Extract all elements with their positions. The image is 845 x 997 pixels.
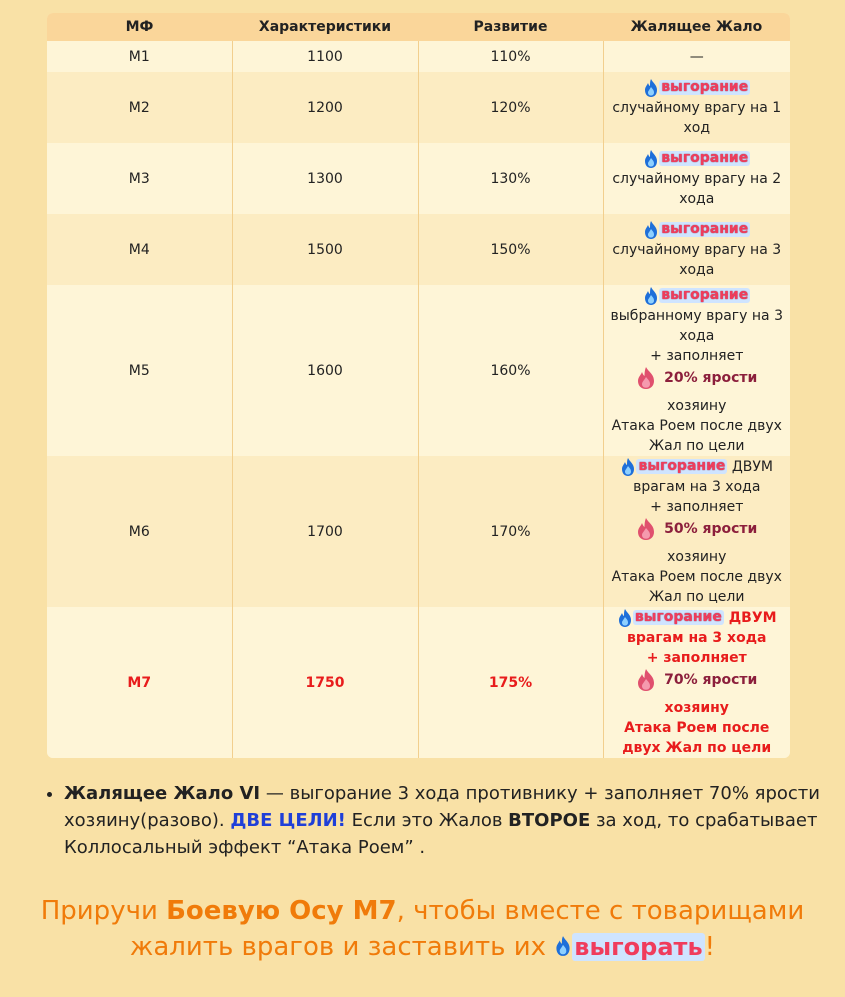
fill-text: + заполняет [646, 649, 747, 666]
combo-text: Атака Роем после двух Жал по цели [611, 417, 782, 454]
burn-effect [617, 608, 724, 628]
burn-label: выгорание [634, 609, 722, 625]
blue-flame-icon [643, 220, 659, 240]
combo-text: Атака Роем после двух Жал по цели [622, 719, 772, 756]
table-row [47, 285, 790, 456]
closing-burn-word: выгорать [574, 933, 703, 961]
blue-flame-icon [643, 286, 659, 306]
ability-target: случайному врагу на 1 ход [612, 99, 782, 136]
cell-mf: М3 [47, 143, 232, 214]
cell-ability [603, 607, 790, 758]
owner-text: хозяину [664, 699, 729, 716]
two-targets-highlight: ДВЕ ЦЕЛИ! [230, 810, 346, 831]
cell-development: 170% [418, 456, 603, 607]
second-highlight: ВТОРОЕ [508, 810, 591, 831]
cell-stats: 1500 [232, 214, 418, 285]
table-row [47, 72, 790, 143]
list-item [64, 780, 826, 861]
cell-development: 175% [418, 607, 603, 758]
cell-development: 130% [418, 143, 603, 214]
cell-stats: 1750 [232, 607, 418, 758]
ability-inline: ДВУМ [731, 458, 773, 475]
fill-text: + заполняет [650, 347, 744, 364]
ability-name: Жалящее Жало VI [64, 783, 261, 804]
cell-mf: М7 [47, 607, 232, 758]
mf-table-wrapper [47, 13, 790, 758]
cell-stats: 1600 [232, 285, 418, 456]
cell-stats: 1700 [232, 456, 418, 607]
owner-text: хозяину [667, 397, 727, 414]
cell-ability [603, 72, 790, 143]
ability-text-3: за ход, то срабатывает Коллосальный эффект “Атака Роем” . [64, 810, 818, 858]
table-row [47, 41, 790, 72]
cell-ability [603, 456, 790, 607]
cell-stats: 1100 [232, 41, 418, 72]
owner-text: хозяину [667, 548, 727, 565]
ability-description [46, 780, 826, 861]
rage-effect [636, 366, 757, 390]
ability-target: выбранному врагу на 3 хода [610, 307, 783, 344]
burn-label: выгорание [661, 150, 749, 166]
cell-development: 110% [418, 41, 603, 72]
ability-text-1: — выгорание 3 хода противнику + заполняет 70% ярости хозяину(разово). [64, 783, 820, 831]
cell-mf: М4 [47, 214, 232, 285]
rage-flame-icon [636, 668, 656, 692]
rage-amount: 20% ярости [664, 369, 758, 386]
burn-label: выгорание [661, 221, 749, 237]
burn-label: выгорание [661, 287, 749, 303]
table-row [47, 607, 790, 758]
fill-text: + заполняет [650, 498, 744, 515]
rage-effect [636, 668, 757, 692]
blue-flame-icon [620, 457, 636, 477]
rage-flame-icon [636, 517, 656, 541]
cell-stats: 1300 [232, 143, 418, 214]
ability-inline: ДВУМ [728, 609, 777, 626]
header-mf: МФ [47, 13, 232, 41]
cell-development: 120% [418, 72, 603, 143]
blue-flame-icon [643, 78, 659, 98]
table-header-row [47, 13, 790, 41]
ability-target: случайному врагу на 2 хода [612, 170, 782, 207]
burn-effect [643, 286, 750, 306]
cell-development: 150% [418, 214, 603, 285]
ability-target: врагам на 3 хода [633, 478, 761, 495]
burn-effect [620, 457, 727, 477]
header-ability: Жалящее Жало [603, 13, 790, 41]
table-row [47, 456, 790, 607]
closing-pet-name: Боевую Осу М7 [166, 896, 397, 926]
burn-effect [643, 220, 750, 240]
ability-text-2: Если это Жалов [345, 810, 509, 831]
ability-target: случайному врагу на 3 хода [612, 241, 782, 278]
cell-ability [603, 214, 790, 285]
cell-ability: — [603, 41, 790, 72]
rage-effect [636, 517, 757, 541]
closing-part-1: Приручи [40, 896, 167, 926]
combo-text: Атака Роем после двух Жал по цели [611, 568, 782, 605]
cell-mf: М5 [47, 285, 232, 456]
header-development: Развитие [418, 13, 603, 41]
table-row [47, 143, 790, 214]
cell-ability [603, 143, 790, 214]
ability-target: врагам на 3 хода [627, 629, 767, 646]
cell-ability [603, 285, 790, 456]
cell-mf: М2 [47, 72, 232, 143]
burn-label: выгорание [661, 79, 749, 95]
table-row [47, 214, 790, 285]
cell-stats: 1200 [232, 72, 418, 143]
cell-development: 160% [418, 285, 603, 456]
burn-label: выгорание [638, 458, 726, 474]
rage-amount: 70% ярости [664, 671, 758, 688]
cell-mf: М6 [47, 456, 232, 607]
blue-flame-icon [617, 608, 633, 628]
rage-flame-icon [636, 366, 656, 390]
blue-flame-icon [554, 935, 572, 957]
burn-effect [643, 78, 750, 98]
mf-table [47, 13, 790, 758]
header-stats: Характеристики [232, 13, 418, 41]
closing-part-2: , чтобы вместе с товарищами жалить врагов и заставить их [129, 896, 805, 962]
rage-amount: 50% ярости [664, 520, 758, 537]
closing-call-to-action [0, 893, 845, 965]
blue-flame-icon [643, 149, 659, 169]
closing-end: ! [704, 932, 716, 962]
burn-effect [643, 149, 750, 169]
cell-mf: М1 [47, 41, 232, 72]
